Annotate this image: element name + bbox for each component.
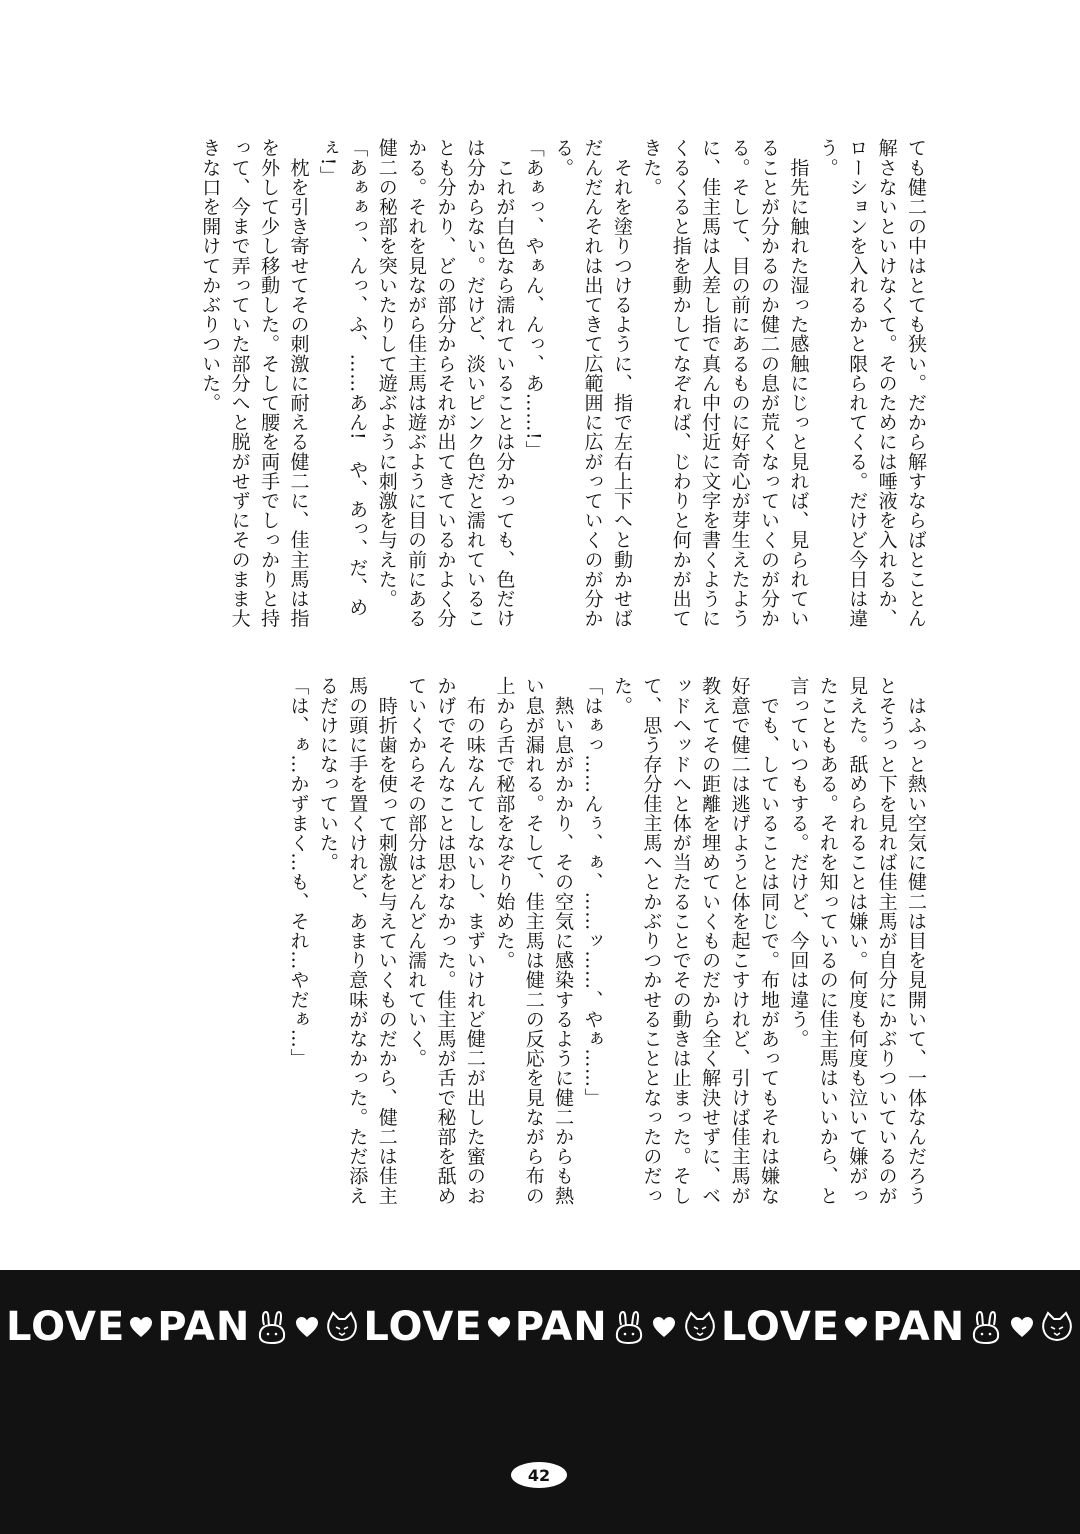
- paragraph: はふっと熱い空気に健二は目を見開いて、一体なんだろうとそうっと下を見れば佳主馬が自分にかぶりついているのが見えた。舐められることは嫌い。何度も何度も泣いて嫌がったこともある。それを知っているのに佳主馬はいいから、と言っていつもする。だけど、今回は違う。: [787, 676, 927, 1206]
- logo-pan-text: PAN: [872, 1304, 966, 1350]
- heart-icon: [129, 1316, 153, 1338]
- logo-love-text: LOVE: [363, 1304, 483, 1350]
- cat-face-doodle-icon: [325, 1309, 359, 1345]
- heart-icon: [1010, 1316, 1034, 1338]
- page-number: 42: [511, 1462, 567, 1488]
- bunny-doodle-icon: [612, 1309, 646, 1345]
- paragraph: 布の味なんてしないし、まずいけれど健二が出した蜜のおかげでそんなことは思わなかった。佳主馬が舌で秘部を舐めていくからその部分はどんどん濡れていく。: [405, 676, 486, 1206]
- love-pan-logo: [721, 1304, 965, 1350]
- logo-love-text: LOVE: [6, 1304, 126, 1350]
- bunny-doodle-icon: [255, 1309, 289, 1345]
- paragraph: これが白色なら濡れていることは分かっても、色だけは分からない。だけど、淡いピンク色だと濡れていることも分かり、どの部分からそれが出てきているかよく分かる。それを見ながら佳主馬は遊ぶように目の前にある健二の秘部を突いたりして遊ぶように刺激を与えた。: [375, 138, 516, 628]
- paragraph: 枕を引き寄せてその刺激に耐える健二に、佳主馬は指を外して少し移動した。そして腰を両手でしっかりと持って、今まで弄っていた部分へと脱がせずにそのまま大きな口を開けてかぶりついた。: [199, 138, 310, 628]
- love-pan-logo: [363, 1304, 607, 1350]
- cat-face-doodle-icon: [1040, 1309, 1074, 1345]
- footer-band: [0, 1270, 1080, 1534]
- love-pan-logo: [6, 1304, 250, 1350]
- dialogue-line: 「あぁっ、やぁん、んっ、あ……!」: [522, 138, 545, 460]
- logo-pan-text: PAN: [157, 1304, 251, 1350]
- paragraph: でも、していることは同じで。布地があってもそれは嫌な好意で健二は逃げようと体を起こすけれど、引けば佳主馬が教えてその距離を埋めていくものだから全く解決せずに、ベッドヘッドへと体が当たることでその動きは止まった。そして、思う存分佳主馬へとかぶりつかせることとなったのだった。: [610, 676, 780, 1206]
- paragraph: 指先に触れた湿った感触にじっと見れば、見られていることが分かるのか健二の息が荒くなっていくのが分かる。そして、目の前にあるものに好奇心が芽生えたように、佳主馬は人差し指で真ん中付近に文字を書くようにくるくると指を動かしてなぞれば、じわりと何かが出てきた。: [640, 138, 810, 628]
- paragraph: ても健二の中はとても狭い。だから解すならばとことん解さないといけなくて。そのためには唾液を入れるか、ローションを入れるかと限られてくる。だけど今日は違う。: [816, 138, 927, 628]
- paragraph: 時折歯を使って刺激を与えていくものだから、健二は佳主馬の頭に手を置くけれど、あまり意味がなかった。ただ添えるだけになっていた。: [316, 676, 398, 1206]
- dialogue-line: 「あぁぁっ、んっ、ふ、……あん! や、あっ、だ、めぇ!」: [316, 138, 369, 617]
- logo-row: [0, 1292, 1080, 1362]
- heart-icon: [844, 1316, 868, 1338]
- heart-icon: [487, 1316, 511, 1338]
- paragraph: 熱い息がかかり、その空気に感染するように健二からも熱い息が漏れる。そして、佳主馬は健二の反応を見ながら布の上から舌で秘部をなぞり始めた。: [493, 676, 575, 1206]
- logo-love-text: LOVE: [720, 1304, 841, 1350]
- paragraph: それを塗りつけるように、指で左右上下へと動かせばだんだんそれは出てきて広範囲に広がっていくのが分かる。: [552, 138, 633, 628]
- bunny-doodle-icon: [969, 1309, 1003, 1345]
- heart-icon: [295, 1316, 319, 1338]
- logo-pan-text: PAN: [514, 1304, 608, 1350]
- upper-text-block: [165, 138, 930, 628]
- dialogue-line: 「は、ぁ…かずまく…も、それ…やだぁ…」: [287, 676, 310, 1068]
- cat-face-doodle-icon: [683, 1309, 717, 1345]
- lower-text-block: [165, 676, 930, 1216]
- dialogue-line: 「はぁっ……んぅ、ぁ、……ッ……、やぁ……」: [581, 676, 604, 1108]
- heart-icon: [652, 1316, 676, 1338]
